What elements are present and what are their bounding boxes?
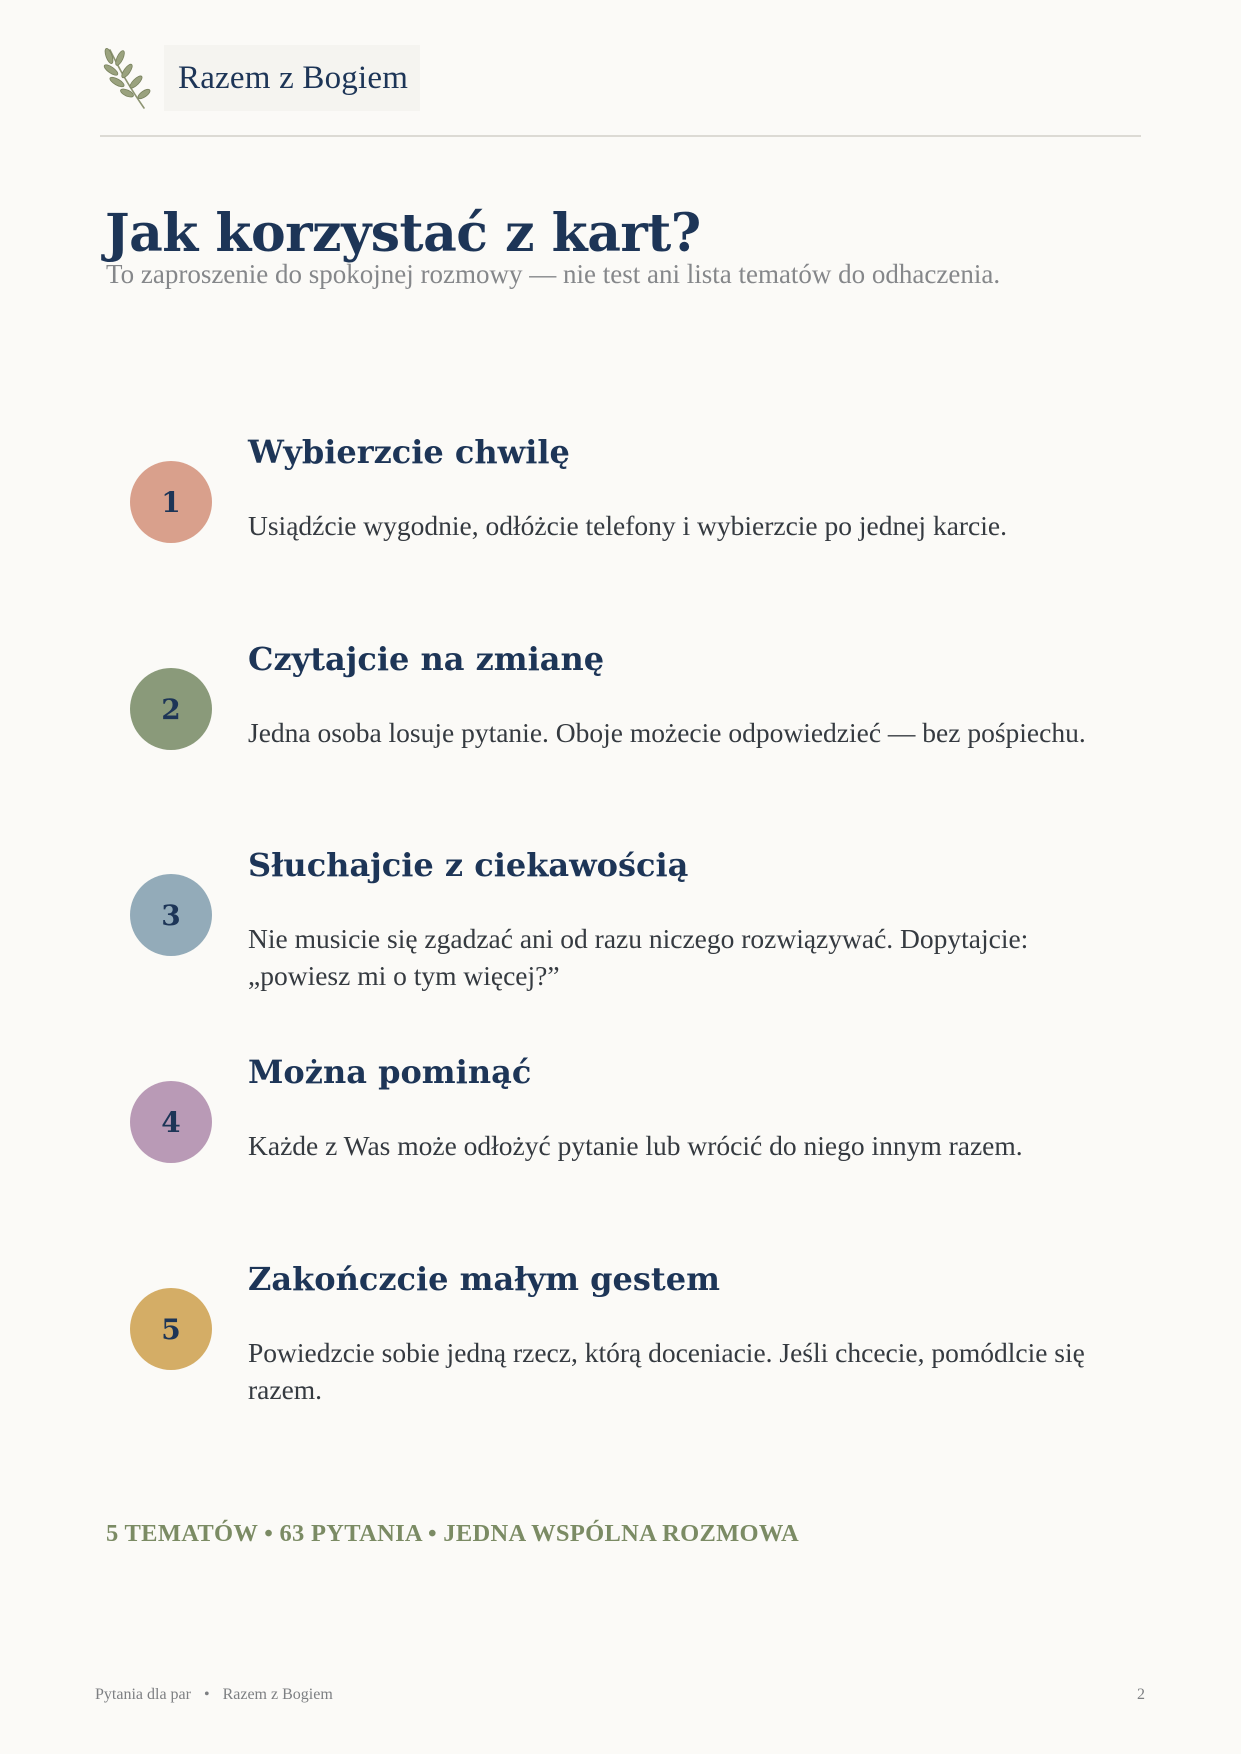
brand-name-box <box>164 45 420 111</box>
step-text: Usiądźcie wygodnie, odłóżcie telefony i wybierzcie po jednej karcie. <box>248 510 1007 541</box>
header-divider <box>100 135 1141 137</box>
step-number-badge <box>130 668 212 750</box>
step-text: Powiedzcie sobie jedną rzecz, którą doceniacie. Jeśli chcecie, pomódlcie się razem. <box>248 1337 1085 1405</box>
footer-left <box>95 1686 333 1704</box>
step-number: 3 <box>161 898 181 932</box>
page-subtitle: To zaproszenie do spokojnej rozmowy — nie test ani lista tematów do odhaczenia. <box>106 259 1001 289</box>
page-title: Jak korzystać z kart? <box>105 203 701 264</box>
footer-brand: Razem z Bogiem <box>222 1686 333 1703</box>
footer-document-title: Pytania dla par <box>95 1686 191 1703</box>
step-number: 2 <box>161 692 181 726</box>
step-text: Jedna osoba losuje pytanie. Oboje możecie odpowiedzieć — bez pośpiechu. <box>248 717 1086 748</box>
brand-name: Razem z Bogiem <box>178 59 409 96</box>
step-number-badge <box>130 1081 212 1163</box>
step-number-badge <box>130 1288 212 1370</box>
step-text: Każde z Was może odłożyć pytanie lub wrócić do niego innym razem. <box>248 1130 1023 1161</box>
step-number-badge <box>130 461 212 543</box>
olive-branch-icon <box>100 44 158 112</box>
page-number: 2 <box>1137 1686 1145 1703</box>
step-title: Zakończcie małym gestem <box>248 1260 720 1298</box>
summary-tagline: 5 TEMATÓW • 63 PYTANIA • JEDNA WSPÓLNA ROZMOWA <box>106 1520 799 1547</box>
step-title: Można pominąć <box>248 1053 532 1091</box>
step-number-badge <box>130 874 212 956</box>
step-title: Czytajcie na zmianę <box>248 640 605 678</box>
step-number: 4 <box>161 1105 181 1139</box>
step-text: Nie musicie się zgadzać ani od razu niczego rozwiązywać. Dopytajcie: „powiesz mi o tym więcej?” <box>248 923 1029 991</box>
brand-header <box>100 44 420 112</box>
step-number: 5 <box>161 1312 181 1346</box>
step-number: 1 <box>161 485 181 519</box>
footer-separator: • <box>203 1686 210 1703</box>
step-title: Wybierzcie chwilę <box>248 433 570 471</box>
step-title: Słuchajcie z ciekawością <box>248 846 689 884</box>
